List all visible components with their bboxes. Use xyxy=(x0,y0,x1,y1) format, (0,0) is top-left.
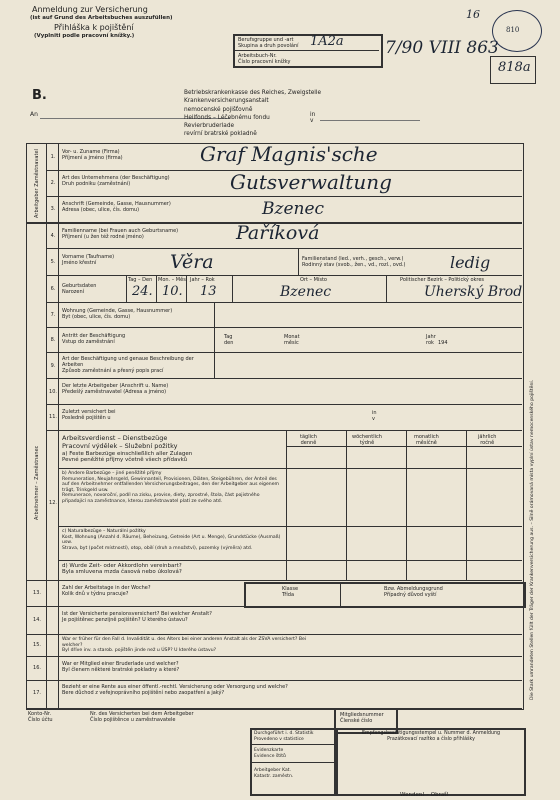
corner-mark: 16 xyxy=(466,8,480,21)
business-type-value: Gutsverwaltung xyxy=(230,170,392,194)
row-number: 1. xyxy=(50,154,56,160)
stat-entry-label: Durchgeführt i. d. Statistik Provedeno v statistice xyxy=(254,731,314,742)
in-label: in v xyxy=(310,112,316,124)
row-number: 4. xyxy=(50,233,56,239)
fund-list: Betriebskrankenkasse des Reiches, Zweigstelle Krankenversicherungsanstalt nemocenské pojišťovně Heilfonds – Léčebnému fondu Revierbruderlade revírní bratrské pokladně xyxy=(184,90,322,138)
birth-place-label: Ort – Místo xyxy=(300,277,327,283)
row-number: 8. xyxy=(50,337,56,343)
birth-day-label: Tag – Den xyxy=(128,277,153,283)
row-number: 16. xyxy=(33,665,41,671)
employer-address-value: Bzenec xyxy=(262,199,325,219)
class-label: Klasse Třída xyxy=(282,586,299,598)
pension-label: Ist der Versicherte pensionsversichert? Bei welcher Anstalt? Je pojištěnec penzijně pojištěn? U kterého ústavu? xyxy=(62,611,212,623)
wages-contract-type: d) Wurde Zeit- oder Akkordlohn vereinbart? Byla smluvena mzda časová nebo úkolová? xyxy=(62,563,182,575)
group-value: 1A2a xyxy=(310,34,344,49)
birth-district: Uherský Brod xyxy=(424,284,523,300)
employer-address-label: Anschrift (Gemeinde, Gasse, Hausnummer) Adresa (obec, ulice, čís. domu) xyxy=(62,201,171,213)
notice-label: Bzw. Abmeldungsgrund Případný důvod vyští xyxy=(384,586,443,598)
workbook-label: Arbeitsbuch-Nr. Číslo pracovní knížky xyxy=(238,53,291,65)
wage-col-weekly: wöchentlich týdně xyxy=(352,434,382,446)
row-number: 15. xyxy=(33,642,41,648)
form-letter: B. xyxy=(32,88,47,103)
title-cz: Přihláška k pojištění xyxy=(54,23,134,32)
code-box xyxy=(490,56,536,84)
workdays-label: Zahl der Arbeitstage in der Woche? Kolik dnů v týdnu pracuje? xyxy=(62,585,151,597)
employer-insured-number-label: Nr. des Versicherten bei dem Arbeitgeber Číslo pojištěnce u zaměstnavatele xyxy=(90,711,194,723)
birth-place: Bzenec xyxy=(280,284,332,300)
wages-other: b) Andere Barbezüge – jiné peněžité příjmy Remuneration, Neujahrsgeld, Gewinnanteil, Provisionen, Diäten, Steigebühren, der Anteil des auf den Arbeitnehmer entfallenden Versicherungsbeitrages, den der Arbeitgeber aus eigenem trägt, Trinkgeld usw. Remunerace, novoroční, podíl na zisku, provise, diety, zprostné, štola, část pojistného připadající na zaměstnance, kterou zaměstnavatel platí ze svého atd. xyxy=(62,471,280,504)
last-insured-label: Zuletzt versichert bei Posledně pojištěn u xyxy=(62,409,116,421)
record-card-label: Evidenzkarte Evidence štítů xyxy=(254,748,286,759)
start-employment-label: Antritt der Beschäftigung Vstup do zaměstnání xyxy=(62,333,126,345)
row-number: 5. xyxy=(50,259,56,265)
subtitle-cz: (Vyplniti podle pracovní knížky.) xyxy=(34,33,135,39)
row-number: 2. xyxy=(50,180,56,186)
row-number: 17. xyxy=(33,690,41,696)
account-number-label: Konto-Nr. Číslo účtu xyxy=(28,711,53,723)
pension-receipt-label: Bezieht er eine Rente aus einer öffentl.-rechtl. Versicherung oder Versorgung und welche? Bere důchod z veřejnoprávního pojištění nebo zaopatření a jaký? xyxy=(62,684,288,696)
first-name-label: Vorname (Taufname) Jméno křestní xyxy=(62,254,115,266)
surname-label: Familienname (bei Frauen auch Geburtsname) Příjmení (u žen též rodné jméno) xyxy=(62,228,179,240)
wages-title: Arbeitsverdienst – Dienstbezüge Pracovní výdělek – Služební požitky xyxy=(62,434,178,450)
brotherhood-label: War er Mitglied einer Bruderlade und welcher? Byl členem některé bratrské pokladny a které? xyxy=(62,661,180,673)
title-de: Anmeldung zur Versicherung xyxy=(32,5,148,14)
start-day-label: Tag den xyxy=(224,334,234,346)
employer-name-label: Vor- u. Zuname (Firma) Příjmení a jméno (firma) xyxy=(62,149,123,161)
row-number: 11. xyxy=(49,414,57,420)
wage-col-monthly: monatlich měsíčně xyxy=(414,434,439,446)
row-number: 14. xyxy=(33,617,41,623)
row-number: 6. xyxy=(50,286,56,292)
row-number: 9. xyxy=(50,363,56,369)
group-label: Berufsgruppe und -art Skupina a druh povolání xyxy=(238,37,299,49)
wages-fixed: a) Feste Barbezüge einschließlich aller Zulagen Pevné peněžité příjmy včetně všech přídavků xyxy=(62,451,193,463)
an-label: An xyxy=(30,111,38,118)
row-number: 10. xyxy=(49,389,57,395)
last-employer-label: Der letzte Arbeitgeber (Anschrift u. Name) Předešlý zaměstnavatel (Adresa a jméno) xyxy=(62,383,169,395)
birth-month-label: Mon. – Měs. xyxy=(158,277,188,283)
surname-value: Paříková xyxy=(236,222,320,244)
turn-over-note: Wenden! – Obrať! xyxy=(400,792,449,798)
birth-year: 13 xyxy=(200,284,217,299)
subtitle-de: (ist auf Grund des Arbeitsbuches auszufüllen) xyxy=(30,15,173,21)
row-number: 12. xyxy=(49,500,57,506)
prior-insurance-label: War er früher für den Fall d. Invalidität u. des Alters bei einer anderen Anstalt als der ZSVA versichert? Bei welcher? Byl dříve inv. a starob. pojištěn jinde než u ÚSP? U kterého ústavu? xyxy=(62,637,307,653)
in-label-row11: in v xyxy=(372,410,377,422)
start-year-prefix: 194 xyxy=(438,340,448,346)
family-status-value: ledig xyxy=(450,253,491,272)
birth-year-label: Jahr – Rok xyxy=(190,277,215,283)
wages-natural: c) Naturalbezüge – Naturální požitky Kost, Wohnung (Anzahl d. Räume), Beheizung, Getreide (Art u. Menge), Grundstücke (Ausmaß) usw. Strava, byt (počet místností), otop, obilí (druh a množství), pozemky (výměra) atd. xyxy=(62,529,281,551)
member-number-label: Mitgliedsnummer Členské číslo xyxy=(340,712,384,724)
row-number: 3. xyxy=(50,206,56,212)
employer-name-value: Graf Magnis'sche xyxy=(200,142,378,166)
birth-month: 10. xyxy=(162,284,183,299)
residence-label: Wohnung (Gemeinde, Gasse, Hausnummer) Byt (obec, ulice, čís. domu) xyxy=(62,308,173,320)
birth-label: Geburtsdaten Narození xyxy=(62,283,97,295)
job-description-label: Art der Beschäftigung und genaue Beschreibung der Arbeiten Způsob zaměstnání a přesný popis prací xyxy=(62,356,194,374)
employer-catalog-label: Arbeitgeber Kat. Katastr. zaměstn. xyxy=(254,768,294,779)
wage-col-daily: täglich denně xyxy=(300,434,317,446)
birth-district-label: Politischer Bezirk – Politický okres xyxy=(400,277,485,283)
written-reference: 7/90 VIII 863 xyxy=(385,38,499,58)
birth-day: 24. xyxy=(132,284,153,299)
family-status-label: Familienstand (led., verh., gesch., verw.) Rodinný stav (svob., žen., vd., rozl., ovd.) xyxy=(302,256,406,268)
margin-note: Die Stark umrandeten Stellen füllt der Träger der Krankenversicherung aus. – Silně orámovaná místa vyplní ústav nemocenského pojištění. xyxy=(530,379,535,700)
row-number: 7. xyxy=(50,312,56,318)
start-month-label: Monat měsíc xyxy=(284,334,300,346)
employer-side-label: Arbeitgeber Zaměstnavatel xyxy=(34,149,40,218)
row-number: 13. xyxy=(33,590,41,596)
employee-side-label: Arbeitnehmer – Zaměstnanec xyxy=(34,445,40,520)
receipt-stamp-label: Empfangsbestätigungsstempel u. Nummer d. Anmeldung Prazátkovací razítko a číslo přihlášky xyxy=(362,731,501,742)
written-code: 818a xyxy=(498,60,531,75)
first-name-value: Věra xyxy=(170,251,214,273)
stamp-text: 810 xyxy=(506,26,520,34)
wage-col-yearly: jährlich ročně xyxy=(478,434,497,446)
business-type-label: Art des Unternehmens (der Beschäftigung) Druh podniku (zaměstnání) xyxy=(62,175,170,187)
start-year-label: Jahr rok xyxy=(426,334,436,346)
